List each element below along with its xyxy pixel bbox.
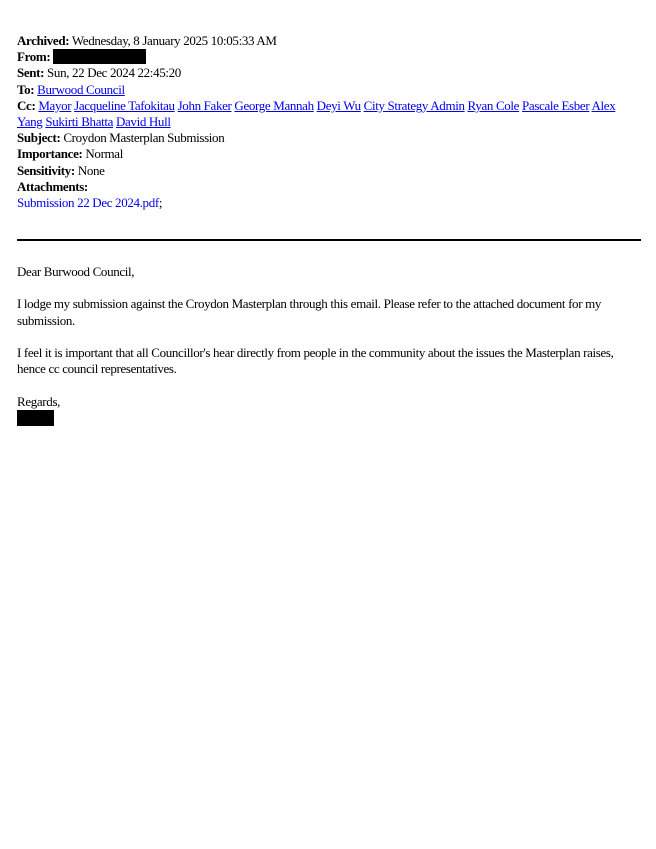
cc-recipient-link[interactable]: Pascale Esber	[522, 97, 590, 113]
attachment-link[interactable]: Submission 22 Dec 2024.pdf	[17, 195, 159, 211]
email-header	[17, 33, 641, 211]
body-paragraph-2: I feel it is important that all Councillor's hear directly from people in the community about the issues the Masterplan raises, hence cc council representatives.	[17, 344, 614, 377]
importance-row	[17, 146, 641, 162]
closing: Regards,	[17, 393, 61, 409]
attachments-row	[17, 179, 641, 195]
subject-value: Croydon Masterplan Submission	[63, 130, 225, 146]
header-divider	[17, 239, 641, 241]
sent-label: Sent:	[17, 65, 45, 81]
attachments-label: Attachments:	[17, 178, 88, 194]
sensitivity-label: Sensitivity:	[17, 162, 75, 178]
cc-recipient-link[interactable]: David Hull	[115, 114, 171, 130]
signature-block	[17, 394, 641, 427]
attachment-suffix: ;	[158, 195, 163, 211]
attachment-row	[17, 195, 641, 211]
subject-label: Subject:	[17, 130, 61, 146]
cc-recipient-link[interactable]: George Mannah	[234, 97, 314, 113]
cc-row	[17, 98, 641, 130]
sensitivity-value: None	[77, 162, 105, 178]
importance-value: Normal	[85, 146, 123, 162]
cc-label: Cc:	[17, 97, 36, 113]
sensitivity-row	[17, 163, 641, 179]
to-row	[17, 82, 641, 98]
greeting: Dear Burwood Council,	[17, 264, 135, 279]
email-body	[17, 264, 641, 427]
to-recipient-link[interactable]: Burwood Council	[37, 81, 125, 97]
cc-recipient-link[interactable]: Deyi Wu	[316, 97, 361, 113]
body-paragraph-1: I lodge my submission against the Croydon Masterplan through this email. Please refer to the attached document for my submission.	[17, 296, 601, 328]
sent-row	[17, 65, 641, 81]
archived-label: Archived:	[17, 33, 70, 48]
cc-recipient-link[interactable]: Alex Yang	[17, 97, 616, 130]
to-label: To:	[17, 81, 35, 97]
cc-recipient-link[interactable]: Jacqueline Tafokitau	[74, 97, 175, 113]
cc-recipient-link[interactable]: City Strategy Admin	[363, 97, 465, 113]
signature-redaction	[17, 410, 54, 426]
from-label: From:	[17, 49, 51, 65]
cc-recipient-link[interactable]: John Faker	[177, 97, 232, 113]
cc-recipient-link[interactable]: Ryan Cole	[467, 97, 520, 113]
from-redaction	[53, 49, 146, 64]
cc-recipient-link[interactable]: Sukirti Bhatta	[45, 114, 114, 130]
importance-label: Importance:	[17, 146, 83, 162]
archived-row	[17, 33, 641, 49]
subject-row	[17, 130, 641, 146]
sent-value: Sun, 22 Dec 2024 22:45:20	[47, 65, 181, 81]
from-row	[17, 49, 641, 65]
cc-recipient-link[interactable]: Mayor	[38, 97, 72, 113]
archived-value: Wednesday, 8 January 2025 10:05:33 AM	[71, 33, 277, 48]
